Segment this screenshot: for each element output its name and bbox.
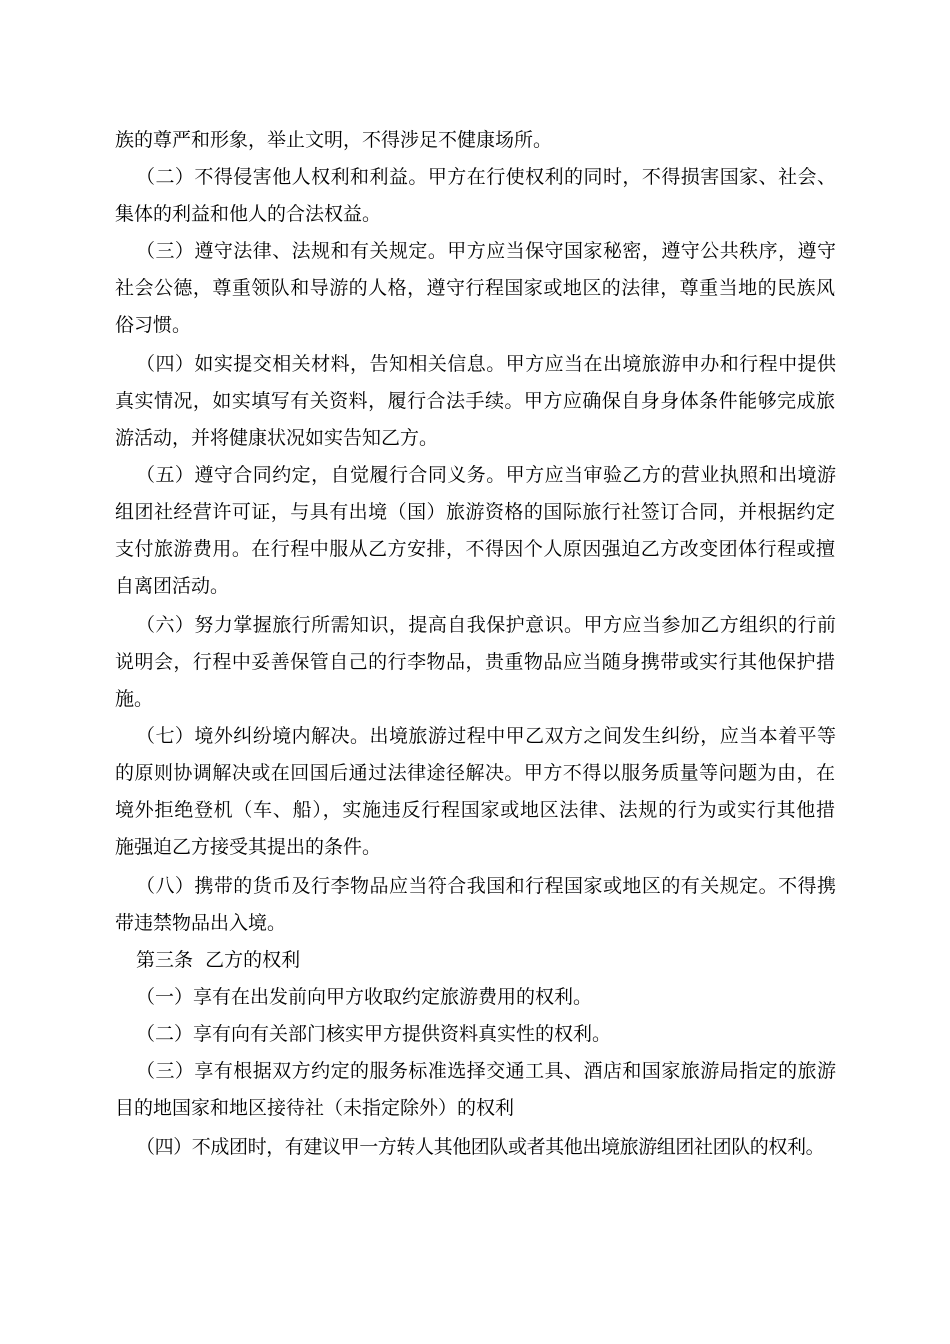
paragraph-line: （二）享有向有关部门核实甲方提供资料真实性的权利。 bbox=[136, 1023, 612, 1045]
paragraph-line: （四）如实提交相关材料，告知相关信息。甲方应当在出境旅游申办和行程中提供 bbox=[136, 353, 836, 375]
paragraph-line: 施强迫乙方接受其提出的条件。 bbox=[115, 836, 382, 858]
section-heading: 第三条 乙方的权利 bbox=[136, 949, 301, 971]
paragraph-line: 真实情况，如实填写有关资料，履行合法手续。甲方应确保自身身体条件能够完成旅 bbox=[115, 390, 835, 412]
paragraph-line: 自离团活动。 bbox=[115, 575, 230, 597]
paragraph-line: 支付旅游费用。在行程中服从乙方安排，不得因个人原因强迫乙方改变团体行程或擅 bbox=[115, 538, 835, 560]
paragraph-line: （三）遵守法律、法规和有关规定。甲方应当保守国家秘密，遵守公共秩序，遵守 bbox=[136, 240, 836, 262]
paragraph-line: （一）享有在出发前向甲方收取约定旅游费用的权利。 bbox=[136, 986, 593, 1008]
paragraph-line: （二）不得侵害他人权利和利益。甲方在行使权利的同时，不得损害国家、社会、 bbox=[136, 166, 836, 188]
paragraph-line: 说明会，行程中妥善保管自己的行李物品，贵重物品应当随身携带或实行其他保护措 bbox=[115, 651, 835, 673]
paragraph-line: 境外拒绝登机（车、船），实施违反行程国家或地区法律、法规的行为或实行其他措 bbox=[115, 799, 835, 821]
paragraph-line: （四）不成团时，有建议甲一方转人其他团队或者其他出境旅游组团社团队的权利。 bbox=[136, 1136, 825, 1158]
paragraph-line: 社会公德，尊重领队和导游的人格，遵守行程国家或地区的法律，尊重当地的民族风 bbox=[115, 277, 835, 299]
paragraph-line: 俗习惯。 bbox=[115, 314, 192, 336]
paragraph-line: 族的尊严和形象，举止文明，不得涉足不健康场所。 bbox=[115, 129, 553, 151]
paragraph-line: （五）遵守合同约定，自觉履行合同义务。甲方应当审验乙方的营业执照和出境游 bbox=[136, 464, 836, 486]
paragraph-line: 施。 bbox=[115, 688, 154, 710]
paragraph-line: （三）享有根据双方约定的服务标准选择交通工具、酒店和国家旅游局指定的旅游 bbox=[136, 1060, 836, 1082]
paragraph-line: （八）携带的货币及行李物品应当符合我国和行程国家或地区的有关规定。不得携 bbox=[136, 875, 836, 897]
paragraph-line: 带违禁物品出入境。 bbox=[115, 912, 287, 934]
paragraph-line: 组团社经营许可证，与具有出境（国）旅游资格的国际旅行社签订合同，并根据约定 bbox=[115, 501, 835, 523]
paragraph-line: 的原则协调解决或在回国后通过法律途径解决。甲方不得以服务质量等问题为由，在 bbox=[115, 762, 835, 784]
paragraph-line: （七）境外纠纷境内解决。出境旅游过程中甲乙双方之间发生纠纷，应当本着平等 bbox=[136, 725, 836, 747]
paragraph-line: 集体的利益和他人的合法权益。 bbox=[115, 203, 382, 225]
paragraph-line: 目的地国家和地区接待社（未指定除外）的权利 bbox=[115, 1097, 515, 1119]
paragraph-line: 游活动，并将健康状况如实告知乙方。 bbox=[115, 427, 439, 449]
paragraph-line: （六）努力掌握旅行所需知识，提高自我保护意识。甲方应当参加乙方组织的行前 bbox=[136, 614, 836, 636]
